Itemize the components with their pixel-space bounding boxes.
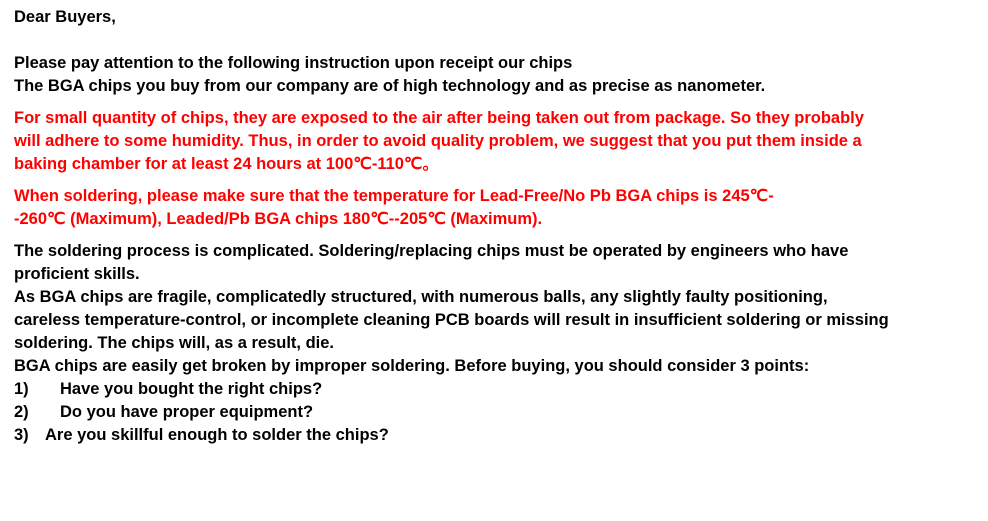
list-item-text: Are you skillful enough to solder the chips? — [45, 426, 389, 444]
baking-warning-paragraph — [14, 107, 979, 176]
soldering-temperature-line: -260℃ (Maximum), Leaded/Pb BGA chips 180℃--205℃ (Maximum). — [14, 210, 543, 228]
process-line: soldering. The chips will, as a result, die. — [14, 334, 335, 352]
process-line: proficient skills. — [14, 265, 140, 283]
process-line: BGA chips are easily get broken by improper soldering. Before buying, you should consider 3 points: — [14, 357, 810, 375]
list-item-number: 3) — [14, 426, 29, 444]
process-line: careless temperature-control, or incomplete cleaning PCB boards will result in insufficient soldering or missing — [14, 311, 889, 329]
list-item — [14, 424, 979, 447]
spacer — [14, 29, 979, 52]
process-paragraph — [14, 240, 979, 378]
spacer — [14, 231, 979, 240]
process-line: The soldering process is complicated. Soldering/replacing chips must be operated by engineers who have — [14, 242, 849, 260]
list-item-text: Do you have proper equipment? — [60, 403, 314, 421]
baking-warning-line: For small quantity of chips, they are exposed to the air after being taken out from package. So they probably — [14, 109, 864, 127]
notice-document — [14, 6, 979, 447]
list-item-text: Have you bought the right chips? — [60, 380, 323, 398]
baking-warning-line: will adhere to some humidity. Thus, in order to avoid quality problem, we suggest that you put them inside a — [14, 132, 862, 150]
soldering-temperature-line: When soldering, please make sure that the temperature for Lead-Free/No Pb BGA chips is 245℃- — [14, 187, 774, 205]
baking-warning-line: baking chamber for at least 24 hours at 100℃-110℃。 — [14, 155, 439, 173]
spacer — [14, 176, 979, 185]
list-item-number: 2) — [14, 403, 29, 421]
intro-paragraph — [14, 52, 979, 98]
consideration-list — [14, 378, 979, 447]
process-line: As BGA chips are fragile, complicatedly structured, with numerous balls, any slightly faulty positioning, — [14, 288, 828, 306]
list-item — [14, 378, 979, 401]
spacer — [14, 98, 979, 107]
list-item — [14, 401, 979, 424]
list-item-number: 1) — [14, 380, 29, 398]
soldering-temperature-paragraph — [14, 185, 979, 231]
intro-line: The BGA chips you buy from our company are of high technology and as precise as nanometer. — [14, 77, 766, 95]
greeting: Dear Buyers, — [14, 8, 116, 26]
intro-line: Please pay attention to the following instruction upon receipt our chips — [14, 54, 573, 72]
